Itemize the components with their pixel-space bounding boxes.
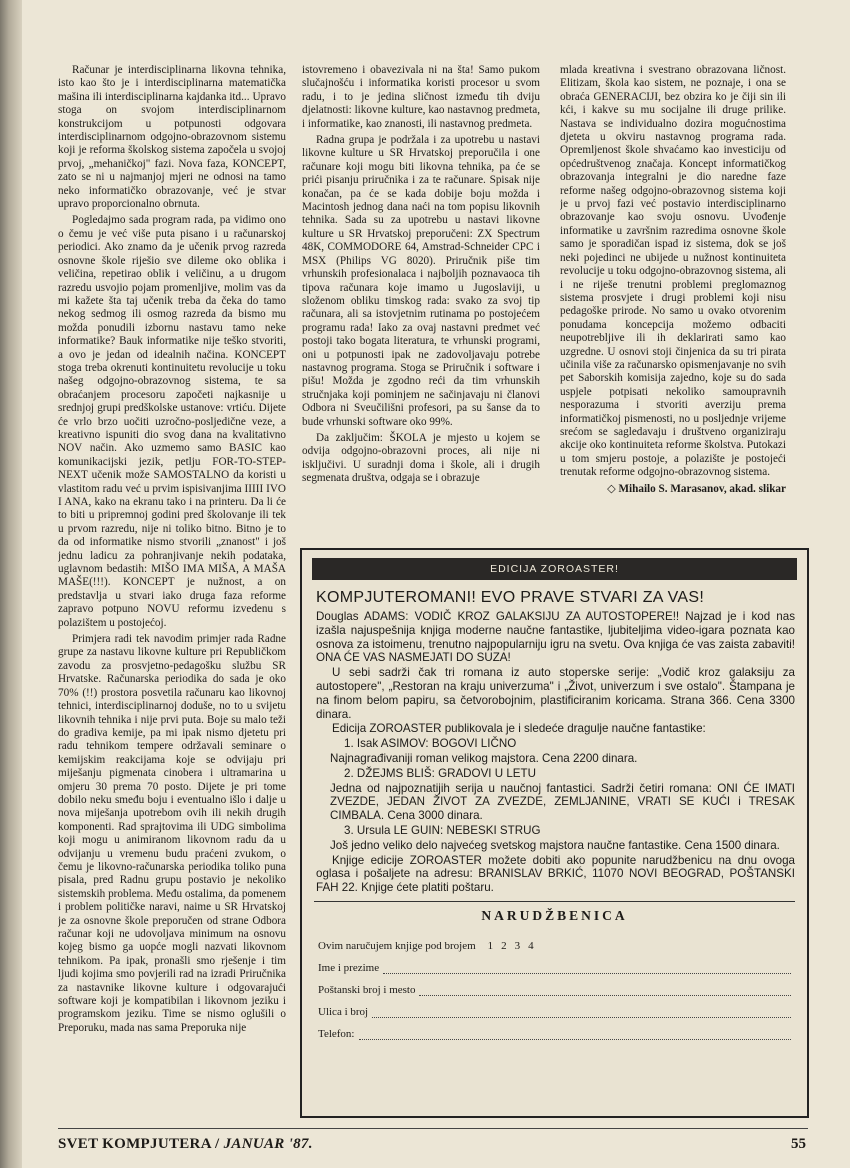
book-item-description: Još jedno veliko delo najvećeg svetskog majstora naučne fantastike. Cena 1500 dinara.: [330, 838, 780, 852]
issue-date: JANUAR '87.: [223, 1136, 313, 1152]
ad-body: [316, 610, 795, 895]
street-field[interactable]: [372, 1003, 791, 1018]
magazine-name: SVET KOMPJUTERA /: [58, 1136, 220, 1152]
page-footer: [58, 1136, 313, 1153]
field-label: Ulica i broj: [318, 1005, 369, 1018]
book-number-1[interactable]: 1: [487, 939, 494, 952]
field-label: Poštanski broj i mesto: [318, 983, 416, 996]
book-item-description: Najnagrađivaniji roman velikog majstora. Cena 2200 dinara.: [330, 751, 638, 765]
order-field-postal: [318, 974, 791, 996]
ad-title: KOMPJUTEROMANI! EVO PRAVE STVARI ZA VAS!: [316, 589, 705, 606]
book-item-description: Jedna od najpoznatijih serija u naučnoj fantastici. Sadrži četiri romana: ONI ĆE IMATI ZVEZDE, JEDAN ŽIVOT ZA ZVEZDE, ZEMLJANINE, VRATI SE KUĆI i TRESAK CIMBALA. Cena 3000 dinara.: [330, 781, 795, 823]
name-field[interactable]: [383, 959, 791, 974]
article-paragraph: istovremeno i obavezivala ni na šta! Samo pukom slučajnošću i informatika koristi procesor u svom radu, i to je jedina sličnost između tih dviju djelatnosti: likovne kulture, kao nastavnog predmeta, i informatike, kao znanosti, ili nastavnog predmeta.: [302, 64, 540, 130]
book-item-title: 2. DŽEJMS BLIŠ: GRADOVI U LETU: [344, 766, 536, 780]
ad-paragraph: Douglas ADAMS: VODIČ KROZ GALAKSIJU ZA AUTOSTOPERE!! Najzad je i kod nas izašla najuspešnija knjiga moderne naučne fantastike, ljubiteljima video-igara poznata kao osnova za istoimenu, trenutno najpopularniju igru na svetu. Ova knjiga će vas zaista zabaviti! ONA ĆE VAS NASMEJATI DO SUZA!: [316, 610, 795, 665]
order-books-line: [318, 930, 791, 952]
article-paragraph: Pogledajmo sada program rada, pa vidimo ono o čemu je već više puta pisano i u računarskoj periodici. Ako znamo da je učenik prvog razreda osnovne škole riješio sve dileme oko oblika i veličina, repetirao oblik i veličinu, a u drugom razredu usvojio pojam promenljive, molim vas da mi kažete šta taj učenik treba da čeka do tamo nekog sedmog ili osmog razreda da bismo mu možda ponudili izbornu nastavu tamo neke informatike? Bauk informatike nije teško stvoriti, a ovo je jedan od idealnih načina. KONCEPT stoga treba okrenuti kontinuitetu revolucije u toku našeg odgojno-obrazovnog sistema, te sa obraćanjem procesoru započeti najkasnije u srednjoj grupi predškolske ustanove: vrtiću. Dijete će vrlo brzo uočiti uzročno-posljedične veze, a kreativno ispuniti dio svog dana na kvalitativno NOV način. Ako uzmemo samo BASIC kao komunikacijski jezik, petlju FOR-TO-STEP-NEXT učenik može SAMOSTALNO da koristi u vlastitom radu već u prvim ispisivanjima IIIII IVO I ANA, kako na ekranu tako i na printeru. Da li će to biti u pripremnoj godini pred školovanje ili tek u prvom razredu, nije ni toliko bitno. Bitno je to da od informatike nismo stvorili „znanost" i još jednu ladicu za pohranjivanje nekih podataka, uglavnom bedastih: MIŠO IMA MIŠA, A MAŠA MAŠE(!!!). KONCEPT je nužnost, a on predstavlja u stvari iako druga faza reforme zapravo potpuno NOVU reformu izvedenu s polazištem u postojećoj.: [58, 214, 286, 629]
footer-rule: [58, 1128, 808, 1129]
page-gutter: [0, 0, 22, 1168]
order-field-name: [318, 952, 791, 974]
book-number-4[interactable]: 4: [528, 939, 534, 952]
author-signature: ◇ Mihailo S. Marasanov, akad. slikar: [607, 482, 786, 495]
article-column-2: [302, 64, 540, 540]
book-number-3[interactable]: 3: [514, 939, 521, 952]
article-column-3: [560, 64, 786, 540]
book-number-2[interactable]: 2: [501, 939, 507, 952]
article-paragraph: mlada kreativna i svestrano obrazovana ličnost. Elitizam, škola kao sistem, ne poznaje, i ona se obraća GENERACIJI, bez obzira ko je čiji sin ili kći, i kakve su mu socijalne ili druge prilike. Nastava se individualno dozira mogućnostima djeteta u okviru nastavnog programa rada. Opremljenost škole shvaćamo kao investiciju od općedruštvenog značaja. Koncept informatičkog obrazovanja integralni je dio naredne faze reforme našeg odgojno-obrazovnog sistema koji je u prvoj fazi već postavio interdisciplinarno obrazovanje kao svoju osnovu. Uvođenje informatike u završnim razredima osnovne škole samo je sporadičan ispad iz sistema, dok se još neki pojedinci ne ubijede u nužnost kontinuiteta revolucije u toku odgojno-obrazovnog sistema, ali i ne riješe trenutni problemi preglomaznog sistema prosvjete i drugi problemi koji nisu pedagoške prirode. No samo u ovako otvorenim ponudama koncepcija možemo odbaciti neupotrebljive ili ih deklarirati samo kao uzgredne. U osnovi stoji činjenica da su tri pirata učinila više za računarsko opismenjavanje no svih pet Saborskih komisija zajedno, koje su do sada uspjele potpisati nekoliko samoupravnih nesporazuma i stvoriti averziju prema informatičkoj pismenosti, no u posljednje vrijeme srećom se sagledavaju i društveno organiziraju akcije oko kontinuiteta reforme školstva. Putokazi u tom smjeru postoje, a polazište je postojeći trenutak reforme odgojno-obrazovnog sistema.: [560, 64, 786, 479]
article-paragraph: Primjera radi tek navodim primjer rada Radne grupe za nastavu likovne kulture pri Republičkom zavodu za prosvjetno-pedagošku službu SR Hrvatske. Računarska periodika do sada je oko 70% (!!) prostora posvetila računaru kao likovnoj tehnici, interdisciplinarnoj doduše, no to u svijetu likovnih tehnika i nije prvi puta. Boje su malo teži do gradiva kemije, pa mi ipak nismo djetetu pri radu tehnikom tempere održavali seminare o kemijskim reakcijama koje se odvijaju pri miješanju pigmenata cinobera i ultramarina u omjeru 30 prema 70 posto. Dijete je pri tome dobilo neku smeđu boju i eventualno išlo i dalje u nova miješanja upotrebom ovih ili nekih drugih komponenti. Rad sprajtovima ili UDG simbolima koji mogu u animiranom likovnom radu da u odvijanju u vremenu budu praćeni zvukom, o čemu je likovno-računarska periodika toliko puna pisala, pred Radnu grupu postavio je nekoliko sistemskih problema. Među ostalima, da pomenem i problem političke naravi, naime u SR Hrvatskoj je za osnovne škole preporučen od strane Odbora računar koji ne udovoljava minimum na osnovu kojeg bismo ga uopće mogli nazvati likovnom tehnikom. Pa ipak, pronašli smo rješenje i tim ljudi kojima smo povjerili rad na izradi Priručnika za nastavnike likovne kulture i odgovarajući software koji je kompatibilan i likovnom jeziku i programskom jeziku. Time se nismo oglušili o Preporuku, mada nas sama Preporuka nije: [58, 633, 286, 1034]
ad-paragraph: Knjige edicije ZOROASTER možete dobiti ako popunite narudžbenicu na dnu ovoga oglasa i pošaljete na adresu: BRANISLAV BRKIĆ, 11070 NOVI BEOGRAD, POŠTANSKI FAH 22. Knjige ćete platiti poštaru.: [316, 853, 795, 895]
article-paragraph: Računar je interdisciplinarna likovna tehnika, isto kao što je i interdisciplinarna matematička mašina ili interdisciplinarna kajdanka itd... Upravo stoga on svojom interdisciplinarnom konstrukcijom u potpunosti odgovara interdisciplinarnom odgojno-obrazovnom sistemu koji je reforma školskog sistema započela u svojoj prvoj, „mehaničkoj" fazi. Nova faza, KONCEPT, zato se ni u najmanjoj mjeri ne odnosi na tamo neko informatičko obrazovanje, već je stvar upravo proporcionalno obrnuta.: [58, 64, 286, 211]
field-label: Ime i prezime: [318, 961, 380, 974]
article-paragraph: Da zaključim: ŠKOLA je mjesto u kojem se odvija odgojno-obrazovni proces, ali nije ni isključivi. U suradnji doma i škole, ali i drugih segmenata društva, odgaja se i obrazuje: [302, 431, 540, 485]
page-number: 55: [791, 1136, 806, 1152]
zoroaster-advertisement: [300, 548, 809, 1118]
article-paragraph: Radna grupa je podržala i za upotrebu u nastavi likovne kulture u SR Hrvatskoj preporučila i one računare koji mogu biti likovna tehnika, pa će se prići pisanju priručnika i za te računare. Spisak nije konačan, pa će se kada dobije boju možda i Macintosh jednog dana naći na tom popisu likovnih tehnika. Sada su za upotrebu u nastavi likovne kulture u SR Hrvatskoj preporučeni: ZX Spectrum 48K, COMMODORE 64, Amstrad-Schneider CPC i MSX (Philips VG 8020). Priručnik piše tim vrhunskih profesionalaca i najboljih poznavaoca tih tipova računara koje imamo u Jugoslaviji, u složenom obliku timskog rada: svako za svoj tip računara, ali sa istovjetnim rutinama po postojećem programu rada! Iako za ovaj nastavni predmet već postoji tako bogata literatura, te vrhunski programi, oni u potpunosti ipak ne zadovoljavaju potrebe nastavnog programa. Stoga se Priručnik i software i pišu! Možda je zgodno reći da tim vrhunskih stručnjaka koji pominjem ne sačinjavaju ni članovi Odbora ni Sveučilišni profesori, pa su šanse da to bude vrhunski software oko 99%.: [302, 134, 540, 428]
book-item-title: 1. Isak ASIMOV: BOGOVI LIČNO: [344, 737, 517, 751]
order-field-phone: [318, 1018, 791, 1040]
order-form: [318, 908, 791, 1040]
field-label: Telefon:: [318, 1027, 355, 1040]
order-field-street: [318, 996, 791, 1018]
book-item-title: 3. Ursula LE GUIN: NEBESKI STRUG: [344, 823, 541, 837]
order-form-title: NARUDŽBENICA: [481, 907, 628, 923]
postal-field[interactable]: [419, 981, 791, 996]
order-intro: Ovim naručujem knjige pod brojem: [318, 939, 476, 952]
ad-paragraph: Edicija ZOROASTER publikovala je i sledeće dragulje naučne fantastike:: [332, 722, 706, 736]
article-column-1: [58, 64, 286, 1116]
ad-header: EDICIJA ZOROASTER!: [312, 558, 797, 580]
ad-divider: [314, 901, 795, 902]
phone-field[interactable]: [359, 1025, 792, 1040]
ad-paragraph: U sebi sadrži čak tri romana iz auto stoperske serije: „Vodič kroz galaksiju za autostopere", „Restoran na kraju univerzuma" i „Život, univerzum i sve ostalo". Štampana je na finom belom papiru, sa četvorobojnim, plastificiranim koricama. Strana 366. Cena 3300 dinara.: [316, 666, 795, 721]
